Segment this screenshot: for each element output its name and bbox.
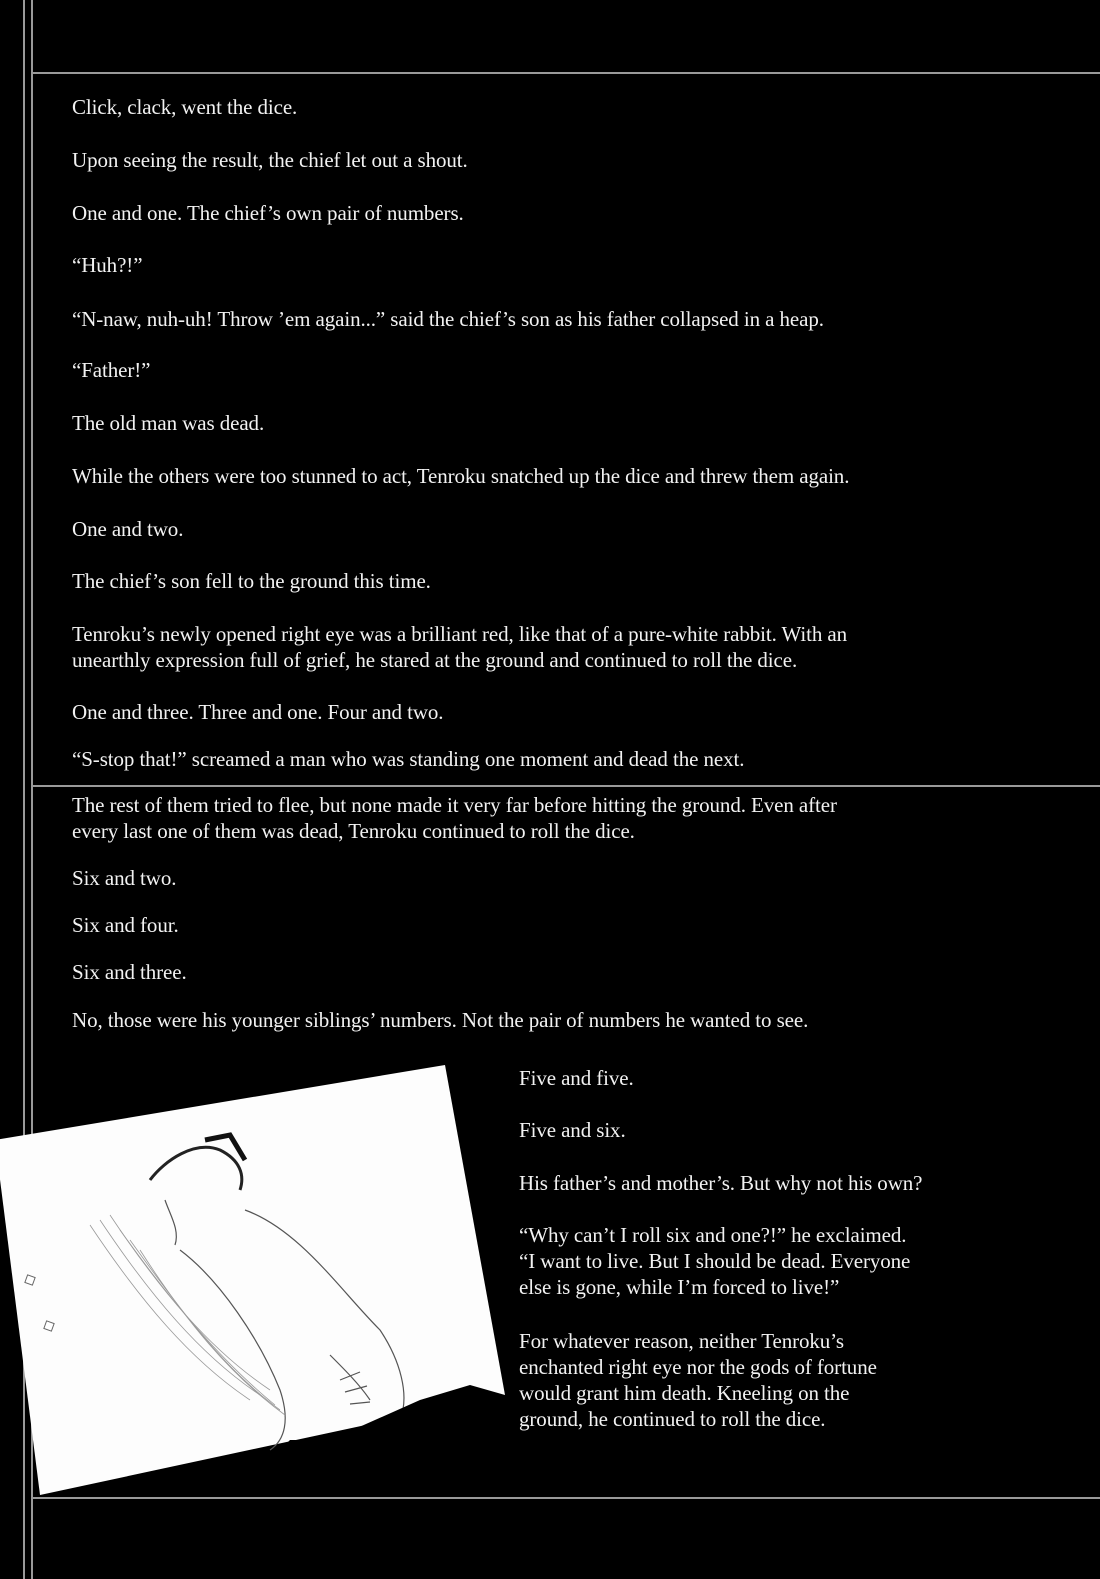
text-line: unearthly expression full of grief, he stared at the ground and continued to roll the dice.: [72, 648, 798, 672]
text-line: One and one. The chief’s own pair of numbers.: [72, 201, 464, 225]
text-line: For whatever reason, neither Tenroku’s: [519, 1329, 844, 1353]
text-line: “Father!”: [72, 358, 151, 382]
text-line: every last one of them was dead, Tenroku continued to roll the dice.: [72, 819, 635, 843]
text-line: Five and six.: [519, 1118, 626, 1142]
text-line: Click, clack, went the dice.: [72, 95, 298, 119]
text-line: One and two.: [72, 517, 184, 541]
text-line: “Huh?!”: [72, 253, 143, 277]
paragraph: [519, 1222, 910, 1300]
paragraph: [519, 1170, 922, 1196]
text-line: Six and two.: [72, 866, 177, 890]
text-line: The old man was dead.: [72, 411, 265, 435]
paragraph: [519, 1065, 634, 1091]
text-line: One and three. Three and one. Four and two.: [72, 700, 444, 724]
text-line: The chief’s son fell to the ground this time.: [72, 569, 431, 593]
text-line: Tenroku’s newly opened right eye was a brilliant red, like that of a pure-white rabbit. With an: [72, 622, 848, 646]
text-line: Six and four.: [72, 913, 179, 937]
text-line: “N-naw, nuh-uh! Throw ’em again...” said the chief’s son as his father collapsed in a heap.: [72, 307, 824, 331]
text-line: “Why can’t I roll six and one?!” he exclaimed.: [519, 1223, 907, 1247]
text-line: His father’s and mother’s. But why not his own?: [519, 1171, 923, 1195]
text-line: Upon seeing the result, the chief let out a shout.: [72, 148, 468, 172]
text-line: Six and three.: [72, 960, 187, 984]
text-line: else is gone, while I’m forced to live!”: [519, 1275, 840, 1299]
paragraph: [519, 1117, 626, 1143]
text-line: ground, he continued to roll the dice.: [519, 1407, 826, 1431]
text-line: Five and five.: [519, 1066, 634, 1090]
text-line: enchanted right eye nor the gods of fortune: [519, 1355, 877, 1379]
text-line: “S-stop that!” screamed a man who was standing one moment and dead the next.: [72, 747, 745, 771]
text-line: would grant him death. Kneeling on the: [519, 1381, 850, 1405]
paragraph: [519, 1328, 877, 1432]
text-line: The rest of them tried to flee, but none made it very far before hitting the ground. Even after: [72, 793, 837, 817]
text-line: No, those were his younger siblings’ numbers. Not the pair of numbers he wanted to see.: [72, 1008, 809, 1032]
text-line: While the others were too stunned to act, Tenroku snatched up the dice and threw them again.: [72, 464, 850, 488]
text-line: “I want to live. But I should be dead. Everyone: [519, 1249, 911, 1273]
